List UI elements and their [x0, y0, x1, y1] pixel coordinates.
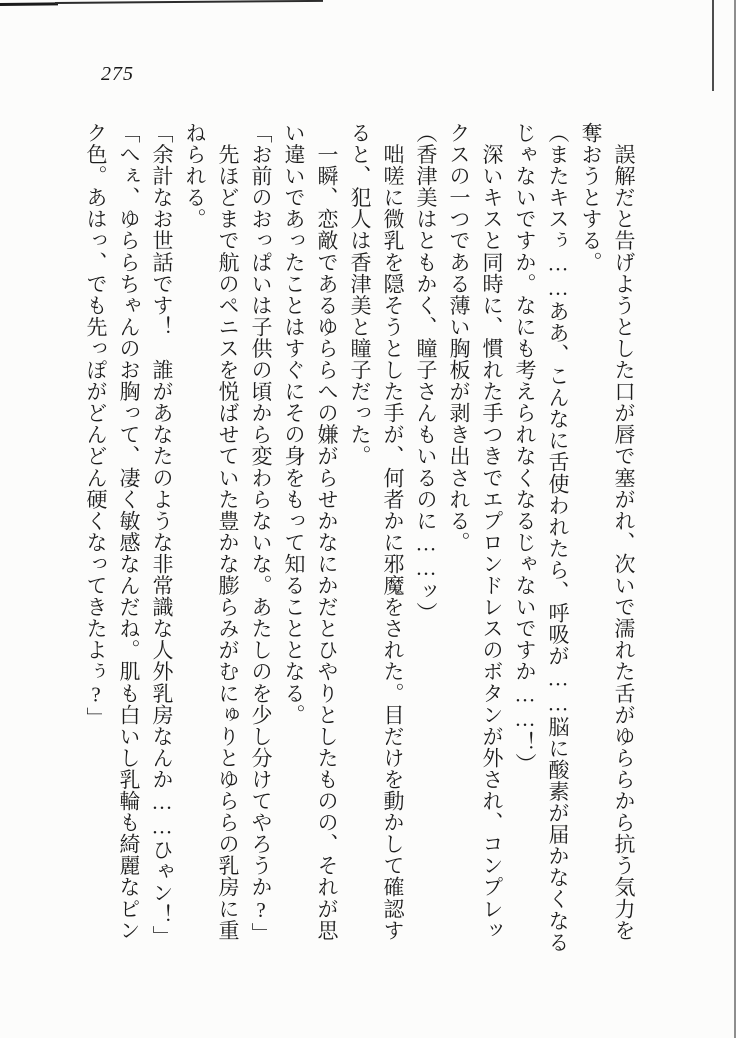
text-line: （香津美はともかく、瞳子さんもいるのに……ッ）: [414, 122, 438, 624]
top-right-rule-artifact: [712, 0, 714, 91]
text-line: （またキスぅ……ああ、こんなに舌使われたら、呼吸が……脳に酸素が届かなくなる: [546, 122, 570, 953]
text-line: 深いキスと同時に、慣れた手つきでエプロンドレスのボタンが外され、コンプレッ: [480, 122, 504, 941]
page-number: 275: [101, 63, 134, 85]
text-line: 「へぇ、ゆららちゃんのお胸って、凄く敏感なんだね。肌も白いし乳輪も綺麗なピン: [117, 122, 141, 941]
text-line: 一瞬、恋敵であるゆららへの嫌がらせかなにかだとひやりとしたものの、それが思: [315, 122, 339, 941]
text-line: ク色。あはっ、でも先っぽがどんどん硬くなってきたよぅ?」: [84, 122, 108, 729]
scan-top-edge-artifact: [55, 0, 323, 4]
text-line: ねられる。: [183, 122, 207, 230]
text-line: 奪おうとする。: [579, 122, 603, 273]
text-line: 「お前のおっぱいは子供の頃から変わらないな。あたしのを少し分けてやろうか?」: [249, 122, 273, 944]
text-line: 先ほどまで航のペニスを悦ばせていた豊かな膨らみがむにゅりとゆららの乳房に重: [216, 122, 240, 941]
text-line: ると、犯人は香津美と瞳子だった。: [348, 122, 372, 467]
text-line: 咄嗟に微乳を隠そうとした手が、何者かに邪魔をされた。目だけを動かして確認す: [381, 122, 405, 941]
text-line: じゃないですか。なにも考えられなくなるじゃないですか……！）: [513, 122, 537, 775]
text-line: い違いであったことはすぐにその身をもって知ることとなる。: [282, 122, 306, 726]
text-line: 「余計なお世話です！ 誰があなたのような非常識な人外乳房なんか……ひゃン！」: [150, 122, 174, 947]
text-line: クスの一つである薄い胸板が剥き出される。: [447, 122, 471, 553]
scan-top-edge-artifact: [0, 2, 58, 6]
text-block: [79, 122, 640, 953]
text-line: 誤解だと告げようとした口が唇で塞がれ、次いで濡れた舌がゆららから抗う気力を: [612, 122, 636, 941]
